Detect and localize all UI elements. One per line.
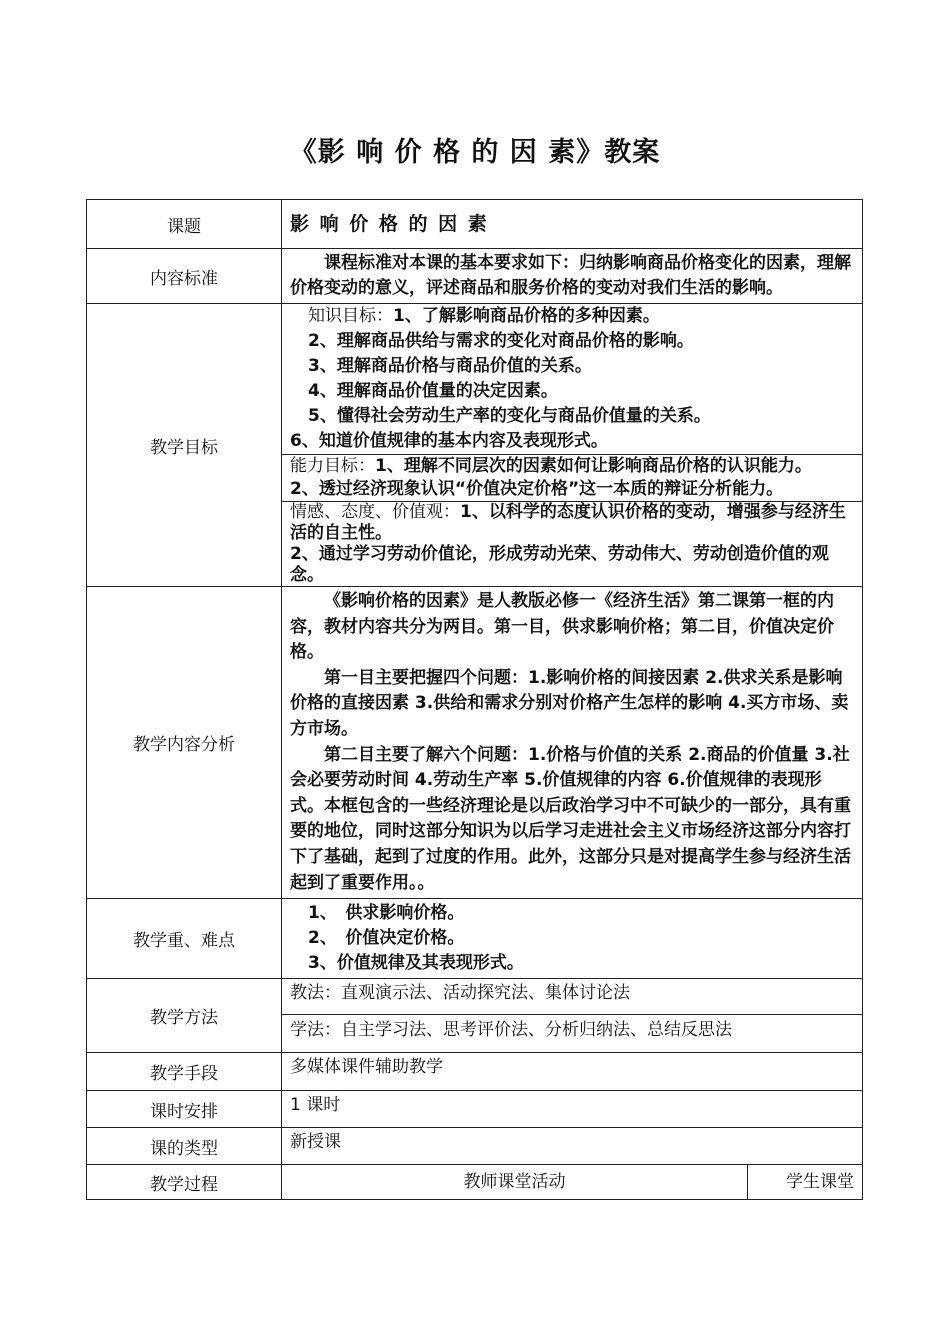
- ability-item: 2、透过经济现象认识“价值决定价格”这一本质的辩证分析能力。: [290, 479, 784, 499]
- knowledge-item: 4、理解商品价值量的决定因素。: [308, 381, 558, 401]
- knowledge-item: 3、理解商品价格与商品价值的关系。: [308, 356, 592, 376]
- analysis-paragraph: 第一目主要把握四个问题：1.影响价格的间接因素 2.供求关系是影响价格的直接因素 3.供给和需求分别对价格产生怎样的影响 4.买方市场、卖方市场。: [290, 667, 849, 739]
- row-method: [87, 979, 863, 1053]
- ability-item: 1、理解不同层次的因素如何让影响商品价格的认识能力。: [375, 456, 812, 476]
- emotion-prefix: 情感、态度、价值观：: [290, 502, 460, 522]
- emotion-item: 2、通过学习劳动价值论，形成劳动光荣、劳动伟大、劳动创造价值的观念。: [290, 544, 829, 585]
- teach-method: 教法：直观演示法、活动探究法、集体讨论法: [290, 983, 630, 1004]
- key-point-item: 3、价值规律及其表现形式。: [308, 953, 524, 974]
- knowledge-item: 6、知道价值规律的基本内容及表现形式。: [290, 431, 608, 451]
- student-activity-header: 学生课堂: [748, 1165, 863, 1200]
- type-value: 新授课: [290, 1132, 341, 1153]
- analysis-text: [282, 587, 862, 898]
- row-process: [87, 1165, 863, 1200]
- key-point-item: 2、 价值决定价格。: [308, 928, 465, 949]
- label-analysis: 教学内容分析: [87, 587, 282, 899]
- ability-goals: [282, 454, 862, 501]
- row-key-points: [87, 899, 863, 979]
- row-analysis: [87, 587, 863, 899]
- emotion-item: 1、以科学的态度认识价格的变动，增强参与经济生活的自主性。: [290, 502, 846, 543]
- lesson-plan-table: [86, 199, 863, 1200]
- label-standard: 内容标准: [87, 249, 282, 304]
- row-hours: [87, 1091, 863, 1128]
- means-value: 多媒体课件辅助教学: [290, 1057, 443, 1078]
- label-key-points: 教学重、难点: [87, 899, 282, 979]
- hours-value: 1 课时: [290, 1095, 341, 1116]
- document-title: 《影 响 价 格 的 因 素》教案: [289, 137, 661, 168]
- knowledge-item: 2、理解商品供给与需求的变化对商品价格的影响。: [308, 331, 694, 351]
- key-point-item: 1、 供求影响价格。: [308, 903, 465, 924]
- row-means: [87, 1053, 863, 1091]
- row-topic: [87, 200, 863, 249]
- knowledge-item: 1、了解影响商品价格的多种因素。: [393, 306, 660, 326]
- row-standard: [87, 249, 863, 304]
- label-hours: 课时安排: [87, 1091, 282, 1128]
- row-goals: [87, 304, 863, 587]
- analysis-paragraph: 《影响价格的因素》是人教版必修一《经济生活》第二课第一框的内容，教材内容共分为两目。第一目，供求影响价格；第二目，价值决定价格。: [290, 591, 834, 663]
- label-goals: 教学目标: [87, 304, 282, 587]
- label-process: 教学过程: [87, 1165, 282, 1200]
- knowledge-item: 5、懂得社会劳动生产率的变化与商品价值量的关系。: [308, 406, 711, 426]
- label-topic: 课题: [87, 200, 282, 249]
- knowledge-goals: [282, 304, 862, 454]
- standard-text: 课程标准对本课的基本要求如下：归纳影响商品价格变化的因素，理解价格变动的意义，评述商品和服务价格的变动对我们生活的影响。: [290, 253, 851, 298]
- label-method: 教学方法: [87, 979, 282, 1053]
- label-means: 教学手段: [87, 1053, 282, 1091]
- learn-method: 学法：自主学习法、思考评价法、分析归纳法、总结反思法: [282, 1014, 862, 1052]
- ability-prefix: 能力目标：: [290, 456, 375, 476]
- analysis-paragraph: 第二目主要了解六个问题：1.价格与价值的关系 2.商品的价值量 3.社会必要劳动时间 4.劳动生产率 5.价值规律的内容 6.价值规律的表现形式。本框包含的一些经济理论是以后政治学习中不可缺少的一部分，具有重要的地位，同时这部分知识为以后学习走进社会主义市场经济这部分内容打下了基础，起到了过度的作用。此外，这部分只是对提高学生参与经济生活起到了重要作用。。: [290, 744, 851, 893]
- row-type: [87, 1128, 863, 1165]
- knowledge-prefix: 知识目标：: [308, 306, 393, 326]
- label-type: 课的类型: [87, 1128, 282, 1165]
- teacher-activity-header: 教师课堂活动: [282, 1165, 748, 1200]
- topic-value: 影 响 价 格 的 因 素: [290, 212, 489, 235]
- key-points-list: [282, 899, 862, 978]
- emotion-goals: [282, 501, 862, 586]
